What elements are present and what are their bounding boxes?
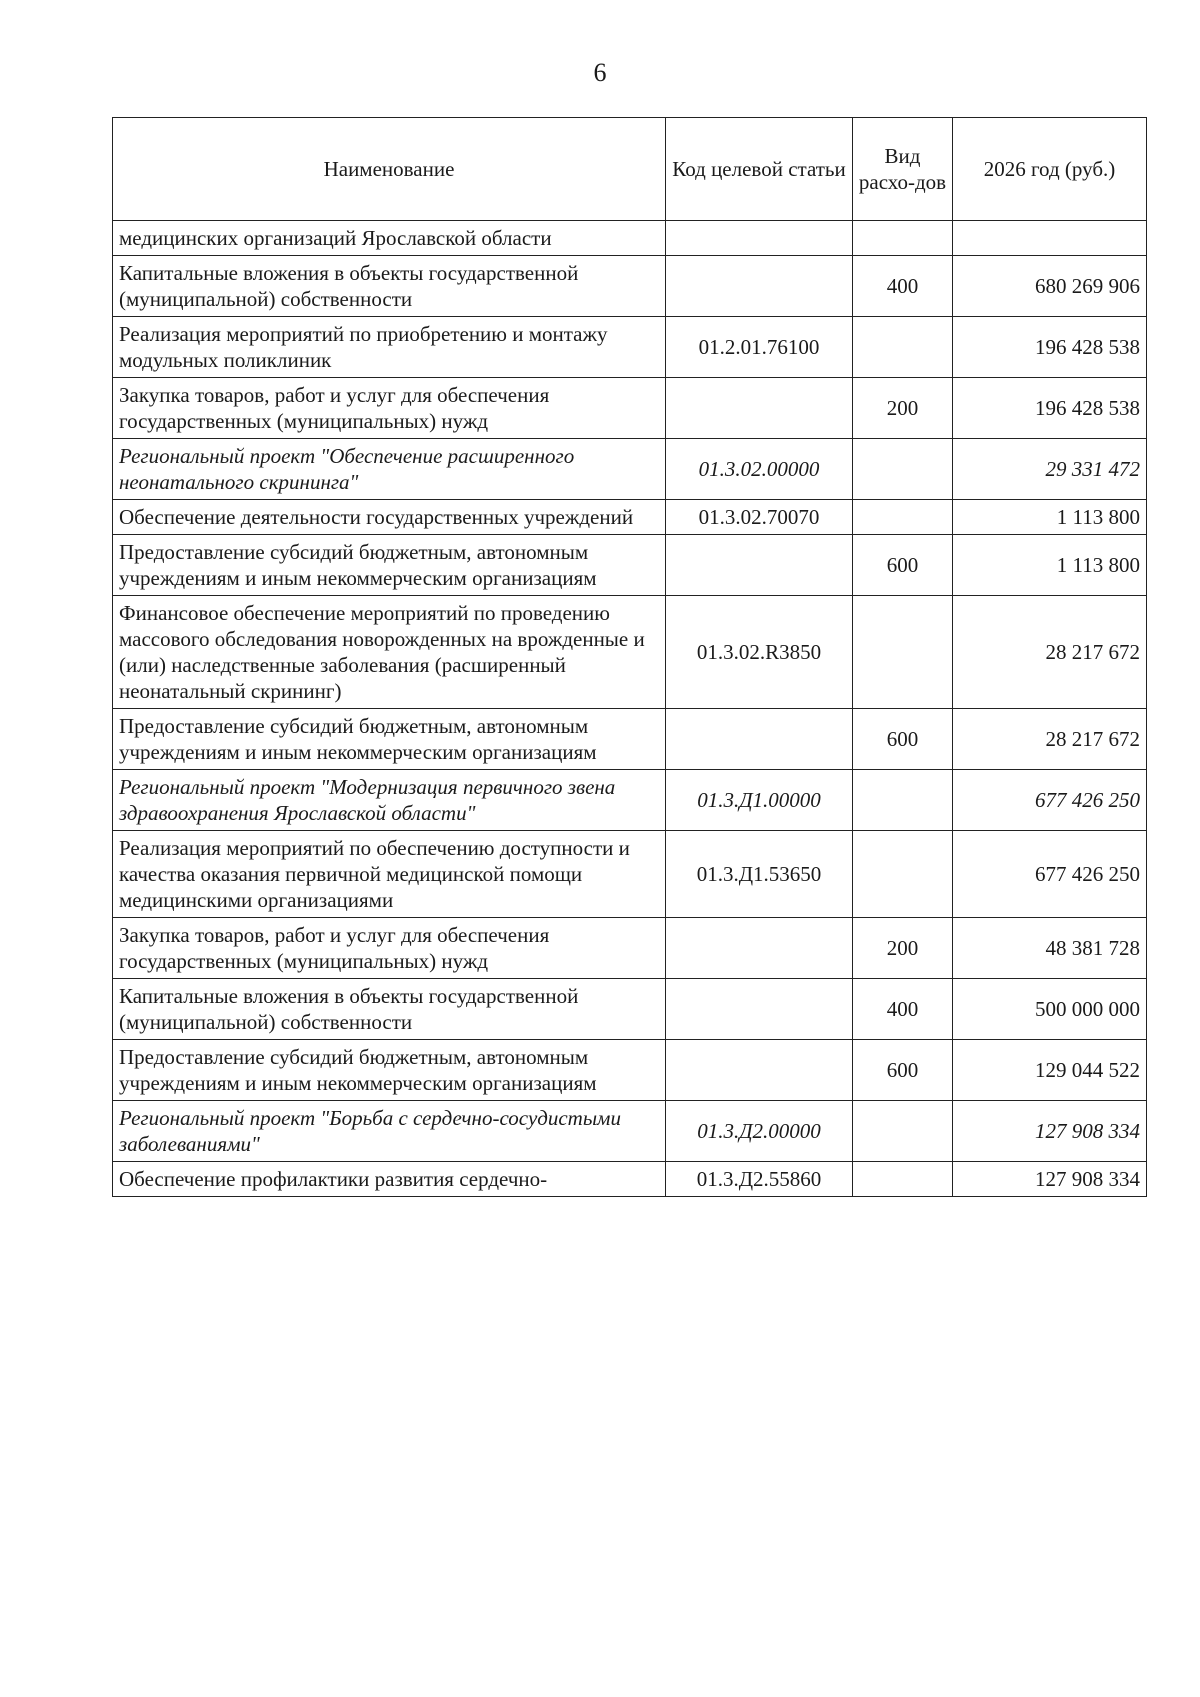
row-code: 01.3.Д2.00000 [666, 1101, 853, 1162]
row-amount [953, 221, 1147, 256]
header-name: Наименование [113, 118, 666, 221]
row-type [853, 1162, 953, 1197]
row-amount: 127 908 334 [953, 1162, 1147, 1197]
row-name: медицинских организаций Ярославской области [113, 221, 666, 256]
table-row [113, 500, 1147, 535]
row-code [666, 256, 853, 317]
row-name: Реализация мероприятий по обеспечению доступности и качества оказания первичной медицинской помощи медицинскими организациями [113, 831, 666, 918]
row-amount: 677 426 250 [953, 770, 1147, 831]
row-type: 400 [853, 256, 953, 317]
table-header-row [113, 118, 1147, 221]
row-name: Региональный проект "Обеспечение расширенного неонатального скрининга" [113, 439, 666, 500]
page-number: 6 [593, 58, 607, 87]
row-code: 01.3.Д1.53650 [666, 831, 853, 918]
row-name: Капитальные вложения в объекты государственной (муниципальной) собственности [113, 256, 666, 317]
row-name: Закупка товаров, работ и услуг для обеспечения государственных (муниципальных) нужд [113, 378, 666, 439]
row-amount: 196 428 538 [953, 317, 1147, 378]
row-name: Предоставление субсидий бюджетным, автономным учреждениям и иным некоммерческим организациям [113, 535, 666, 596]
row-code [666, 1040, 853, 1101]
table-row [113, 535, 1147, 596]
budget-table [112, 117, 1147, 1197]
row-name: Реализация мероприятий по приобретению и монтажу модульных поликлиник [113, 317, 666, 378]
row-name: Капитальные вложения в объекты государственной (муниципальной) собственности [113, 979, 666, 1040]
row-type [853, 831, 953, 918]
row-code [666, 709, 853, 770]
table-row [113, 439, 1147, 500]
row-type [853, 221, 953, 256]
row-name: Региональный проект "Модернизация первичного звена здравоохранения Ярославской области" [113, 770, 666, 831]
table-row [113, 221, 1147, 256]
row-name: Финансовое обеспечение мероприятий по проведению массового обследования новорожденных на врожденные и (или) наследственные заболевания (расширенный неонатальный скрининг) [113, 596, 666, 709]
table-row [113, 831, 1147, 918]
row-amount: 500 000 000 [953, 979, 1147, 1040]
row-amount: 28 217 672 [953, 709, 1147, 770]
table-row [113, 256, 1147, 317]
table-row [113, 709, 1147, 770]
row-code [666, 918, 853, 979]
row-code: 01.3.02.70070 [666, 500, 853, 535]
row-type: 200 [853, 918, 953, 979]
table-row [113, 918, 1147, 979]
header-code: Код целевой статьи [666, 118, 853, 221]
row-name: Предоставление субсидий бюджетным, автономным учреждениям и иным некоммерческим организациям [113, 1040, 666, 1101]
header-type: Вид расхо-дов [853, 118, 953, 221]
table-row [113, 979, 1147, 1040]
row-code: 01.3.Д1.00000 [666, 770, 853, 831]
row-amount: 677 426 250 [953, 831, 1147, 918]
table-row [113, 596, 1147, 709]
row-code [666, 535, 853, 596]
row-type: 600 [853, 1040, 953, 1101]
row-code [666, 979, 853, 1040]
row-type: 200 [853, 378, 953, 439]
table-row [113, 770, 1147, 831]
table-body [113, 221, 1147, 1197]
row-type [853, 770, 953, 831]
row-amount: 1 113 800 [953, 535, 1147, 596]
row-code: 01.3.02.00000 [666, 439, 853, 500]
row-amount: 48 381 728 [953, 918, 1147, 979]
table-row [113, 378, 1147, 439]
row-type: 600 [853, 535, 953, 596]
row-amount: 680 269 906 [953, 256, 1147, 317]
row-name: Обеспечение профилактики развития сердечно- [113, 1162, 666, 1197]
row-code: 01.3.02.R3850 [666, 596, 853, 709]
row-amount: 29 331 472 [953, 439, 1147, 500]
table-row [113, 317, 1147, 378]
row-type [853, 1101, 953, 1162]
table-row [113, 1040, 1147, 1101]
row-name: Предоставление субсидий бюджетным, автономным учреждениям и иным некоммерческим организациям [113, 709, 666, 770]
row-type [853, 317, 953, 378]
table-row [113, 1162, 1147, 1197]
row-type [853, 439, 953, 500]
row-amount: 28 217 672 [953, 596, 1147, 709]
row-code [666, 221, 853, 256]
table-row [113, 1101, 1147, 1162]
row-amount: 127 908 334 [953, 1101, 1147, 1162]
row-name: Обеспечение деятельности государственных учреждений [113, 500, 666, 535]
row-code [666, 378, 853, 439]
row-code: 01.3.Д2.55860 [666, 1162, 853, 1197]
row-amount: 196 428 538 [953, 378, 1147, 439]
row-type [853, 596, 953, 709]
row-amount: 1 113 800 [953, 500, 1147, 535]
row-type: 600 [853, 709, 953, 770]
row-code: 01.2.01.76100 [666, 317, 853, 378]
row-name: Закупка товаров, работ и услуг для обеспечения государственных (муниципальных) нужд [113, 918, 666, 979]
row-amount: 129 044 522 [953, 1040, 1147, 1101]
header-amount: 2026 год (руб.) [953, 118, 1147, 221]
row-type [853, 500, 953, 535]
row-name: Региональный проект "Борьба с сердечно-сосудистыми заболеваниями" [113, 1101, 666, 1162]
row-type: 400 [853, 979, 953, 1040]
